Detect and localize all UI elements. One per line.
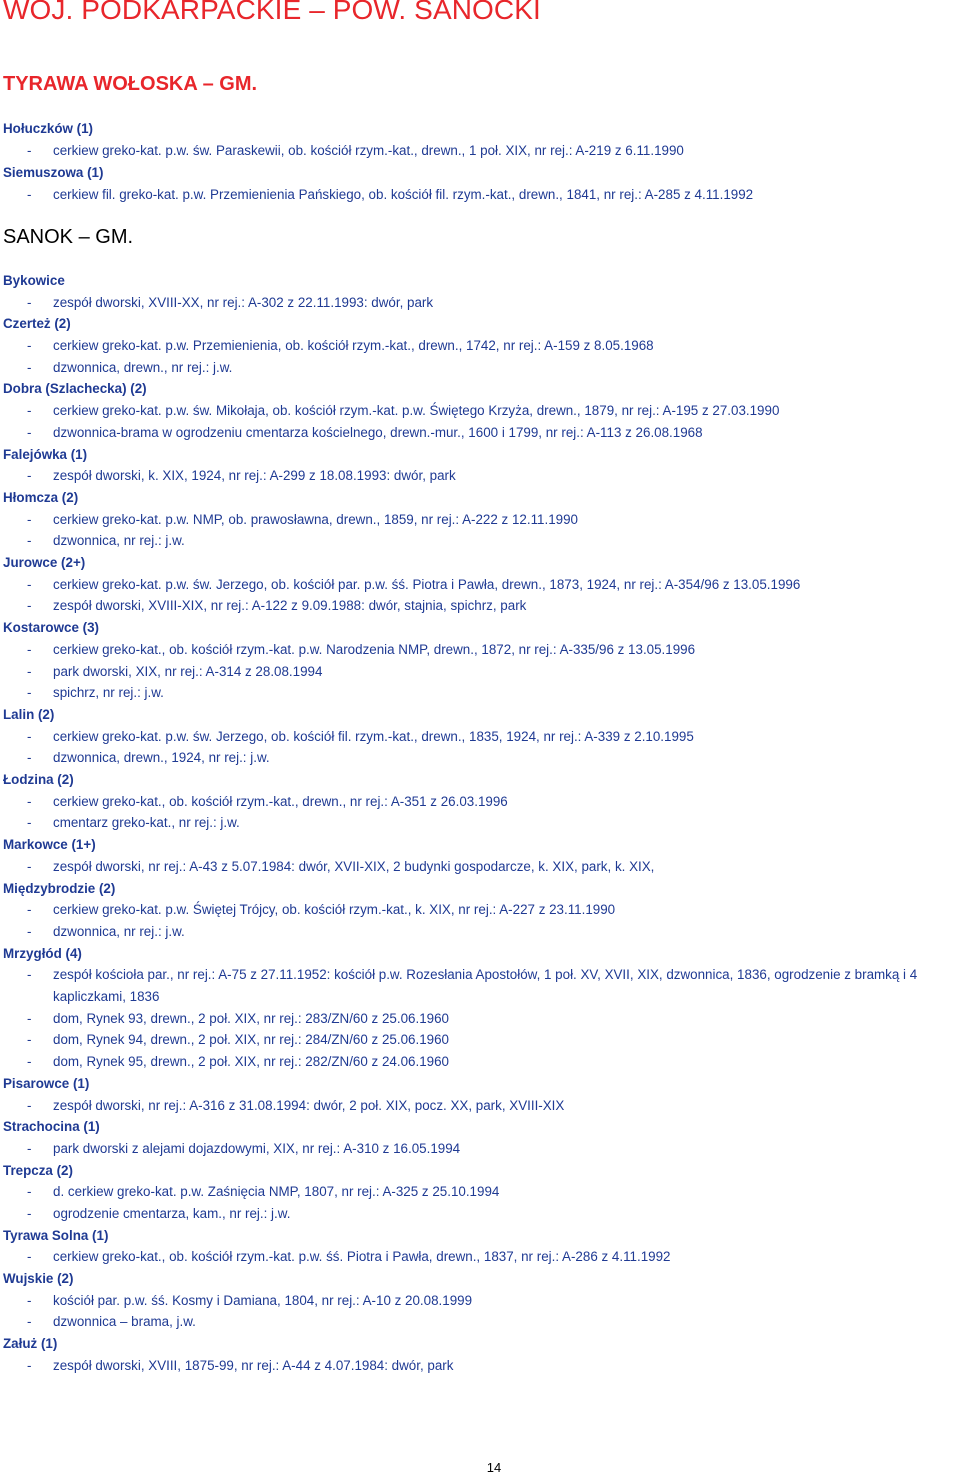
list-item-text: zespół dworski, XVIII-XX, nr rej.: A-302 z 22.11.1993: dwór, park [53,294,434,310]
place-name: Dobra (Szlachecka) (2) [3,381,147,397]
list-item [3,1246,958,1268]
list-item [3,465,958,487]
place-name: Falejówka (1) [3,446,88,462]
list-bullet-dash: - [27,338,32,354]
list-item-text: cerkiew greko-kat. p.w. św. Paraskewii, ob. kościół rzym.-kat., drewn., 1 poł. XIX, nr rej.: A-219 z 6.11.1990 [53,142,684,158]
list-bullet-dash: - [27,468,32,484]
list-item [3,964,958,1007]
list-item-text: zespół dworski, k. XIX, 1924, nr rej.: A-299 z 18.08.1993: dwór, park [53,468,456,484]
list-item-text: dom, Rynek 93, drewn., 2 poł. XIX, nr rej.: 283/ZN/60 z 25.06.1960 [53,1010,449,1026]
list-bullet-dash: - [27,1357,32,1373]
section-tyrawa-woloska-list [3,118,958,206]
place-name: Trepcza (2) [3,1162,73,1178]
list-item [3,595,958,617]
list-item [3,1138,958,1160]
list-item [3,1181,958,1203]
list-item-text: zespół dworski, nr rej.: A-316 z 31.08.1994: dwór, 2 poł. XIX, pocz. XX, park, XVIII-XIX [53,1097,565,1113]
place-name: Kostarowce (3) [3,620,99,636]
list-item-text: zespół dworski, XVIII-XIX, nr rej.: A-122 z 9.09.1988: dwór, stajnia, spichrz, park [53,598,527,614]
list-item-text: cerkiew greko-kat., ob. kościół rzym.-kat. p.w. Narodzenia NMP, drewn., 1872, nr rej.: A-335/96 z 13.05.1996 [53,641,696,657]
list-bullet-dash: - [27,1010,32,1026]
page-heading: WOJ. PODKARPACKIE – POW. SANOCKI [3,0,541,25]
list-bullet-dash: - [27,663,32,679]
section-sanok-list [3,270,958,1377]
list-item-text: ogrodzenie cmentarza, kam., nr rej.: j.w. [53,1206,291,1221]
list-item-text: cerkiew greko-kat., ob. kościół rzym.-kat. p.w. śś. Piotra i Pawła, drewn., 1837, nr rej.: A-286 z 4.11.1992 [53,1249,671,1265]
place-name: Strachocina (1) [3,1119,100,1135]
list-bullet-dash: - [27,858,32,874]
list-item-text: zespół kościoła par., nr rej.: A-75 z 27.11.1952: kościół p.w. Rozesłania Apostołów, 1 poł. XV, XVII, XIX, dzwonnica, 1836, ogrodzenie z bramką i 4 kapliczkami, 1836 [53,967,918,1005]
list-bullet-dash: - [27,1184,32,1200]
section-title-sanok: SANOK – GM. [3,226,134,248]
list-item [3,639,958,661]
list-item [3,1029,958,1051]
list-item [3,422,958,444]
list-bullet-dash: - [27,793,32,809]
page-number: 14 [486,1460,502,1475]
list-item [3,1311,958,1333]
list-item-text: cerkiew greko-kat. p.w. NMP, ob. prawosławna, drewn., 1859, nr rej.: A-222 z 12.11.1990 [53,511,578,527]
list-item [3,1203,958,1225]
list-item [3,1008,958,1030]
list-item-text: cerkiew greko-kat. p.w. Świętej Trójcy, ob. kościół rzym.-kat., k. XIX, nr rej.: A-227 z 23.11.1990 [53,902,616,918]
list-bullet-dash: - [27,142,32,158]
list-item-text: dzwonnica – brama, j.w. [53,1314,196,1330]
place-name: Załuż (1) [3,1336,58,1352]
place-name: Czerteż (2) [3,316,71,332]
list-bullet-dash: - [27,403,32,419]
list-bullet-dash: - [27,923,32,939]
place-name: Lalin (2) [3,706,55,722]
list-item [3,726,958,748]
list-item [3,140,958,162]
list-item-text: zespół dworski, nr rej.: A-43 z 5.07.1984: dwór, XVII-XIX, 2 budynki gospodarcze, k. XIX, park, k. XIX, [53,858,655,874]
list-item [3,921,958,943]
list-bullet-dash: - [27,728,32,744]
place-name: Tyrawa Solna (1) [3,1227,109,1243]
list-item [3,509,958,531]
list-item-text: dzwonnica, nr rej.: j.w. [53,923,185,939]
list-bullet-dash: - [27,1292,32,1308]
list-item-text: cerkiew greko-kat. p.w. Przemienienia, ob. kościół rzym.-kat., drewn., 1742, nr rej.: A-159 z 8.05.1968 [53,338,654,354]
place-name: Markowce (1+) [3,837,96,853]
place-name: Mrzygłód (4) [3,945,82,961]
list-item-text: zespół dworski, XVIII, 1875-99, nr rej.: A-44 z 4.07.1984: dwór, park [53,1357,454,1373]
list-bullet-dash: - [27,359,32,375]
list-bullet-dash: - [27,533,32,549]
list-item-text: dzwonnica-brama w ogrodzeniu cmentarza kościelnego, drewn.-mur., 1600 i 1799, nr rej.: A-113 z 26.08.1968 [53,424,703,440]
list-item [3,335,958,357]
list-bullet-dash: - [27,1097,32,1113]
list-item [3,791,958,813]
list-bullet-dash: - [27,1054,32,1070]
list-item-text: dzwonnica, drewn., nr rej.: j.w. [53,359,233,375]
list-bullet-dash: - [27,511,32,527]
place-name: Jurowce (2+) [3,555,86,571]
place-name: Hołuczków (1) [3,121,94,136]
list-item-text: dzwonnica, nr rej.: j.w. [53,533,185,549]
list-item-text: cerkiew fil. greko-kat. p.w. Przemienienia Pańskiego, ob. kościół fil. rzym.-kat., drewn., 1841, nr rej.: A-285 z 4.11.1992 [53,186,754,202]
list-bullet-dash: - [27,685,32,701]
list-item [3,530,958,552]
place-name: Łodzina (2) [3,772,74,788]
list-item-text: d. cerkiew greko-kat. p.w. Zaśnięcia NMP, 1807, nr rej.: A-325 z 25.10.1994 [53,1184,500,1200]
list-item [3,292,958,314]
section-title-tyrawa-woloska: TYRAWA WOŁOSKA – GM. [3,73,258,95]
list-bullet-dash: - [27,967,32,983]
list-bullet-dash: - [27,598,32,614]
list-item [3,1355,958,1377]
list-bullet-dash: - [27,815,32,831]
place-name: Wujskie (2) [3,1271,74,1287]
list-bullet-dash: - [27,641,32,657]
list-item-text: park dworski, XIX, nr rej.: A-314 z 28.08.1994 [53,663,323,679]
list-item-text: dom, Rynek 94, drewn., 2 poł. XIX, nr rej.: 284/ZN/60 z 25.06.1960 [53,1032,449,1048]
place-name: Bykowice [3,273,65,288]
place-name: Międzybrodzie (2) [3,880,116,896]
list-item-text: dom, Rynek 95, drewn., 2 poł. XIX, nr rej.: 282/ZN/60 z 24.06.1960 [53,1054,449,1070]
list-item [3,812,958,834]
list-bullet-dash: - [27,576,32,592]
list-bullet-dash: - [27,750,32,766]
list-item-text: kościół par. p.w. śś. Kosmy i Damiana, 1804, nr rej.: A-10 z 20.08.1999 [53,1292,473,1308]
list-bullet-dash: - [27,1140,32,1156]
list-item [3,184,958,206]
list-item-text: cerkiew greko-kat. p.w. św. Mikołaja, ob. kościół rzym.-kat. p.w. Świętego Krzyża, drewn., 1879, nr rej.: A-195 z 27.03.1990 [53,403,780,419]
list-item [3,661,958,683]
list-bullet-dash: - [27,1314,32,1330]
list-bullet-dash: - [27,186,32,202]
list-item [3,899,958,921]
list-item [3,682,958,704]
list-item-text: spichrz, nr rej.: j.w. [53,685,164,701]
list-bullet-dash: - [27,1249,32,1265]
list-item-text: cerkiew greko-kat. p.w. św. Jerzego, ob. kościół fil. rzym.-kat., drewn., 1835, 1924, nr rej.: A-339 z 2.10.1995 [53,728,694,744]
list-item [3,574,958,596]
place-name: Pisarowce (1) [3,1075,90,1091]
list-item-text: cerkiew greko-kat., ob. kościół rzym.-kat., drewn., nr rej.: A-351 z 26.03.1996 [53,793,508,809]
list-item [3,357,958,379]
list-bullet-dash: - [27,1032,32,1048]
list-bullet-dash: - [27,902,32,918]
list-item-text: cerkiew greko-kat. p.w. św. Jerzego, ob. kościół par. p.w. śś. Piotra i Pawła, drewn., 1873, 1924, nr rej.: A-354/96 z 13.05.1996 [53,576,801,592]
list-item [3,1095,958,1117]
list-bullet-dash: - [27,424,32,440]
list-item [3,400,958,422]
list-item-text: dzwonnica, drewn., 1924, nr rej.: j.w. [53,750,270,766]
place-name: Siemuszowa (1) [3,164,104,180]
list-item [3,1290,958,1312]
list-item-text: park dworski z alejami dojazdowymi, XIX, nr rej.: A-310 z 16.05.1994 [53,1140,461,1156]
list-item [3,1051,958,1073]
list-item [3,747,958,769]
list-bullet-dash: - [27,294,32,310]
list-item [3,856,958,878]
place-name: Hłomcza (2) [3,489,79,505]
list-bullet-dash: - [27,1206,32,1221]
list-item-text: cmentarz greko-kat., nr rej.: j.w. [53,815,240,831]
